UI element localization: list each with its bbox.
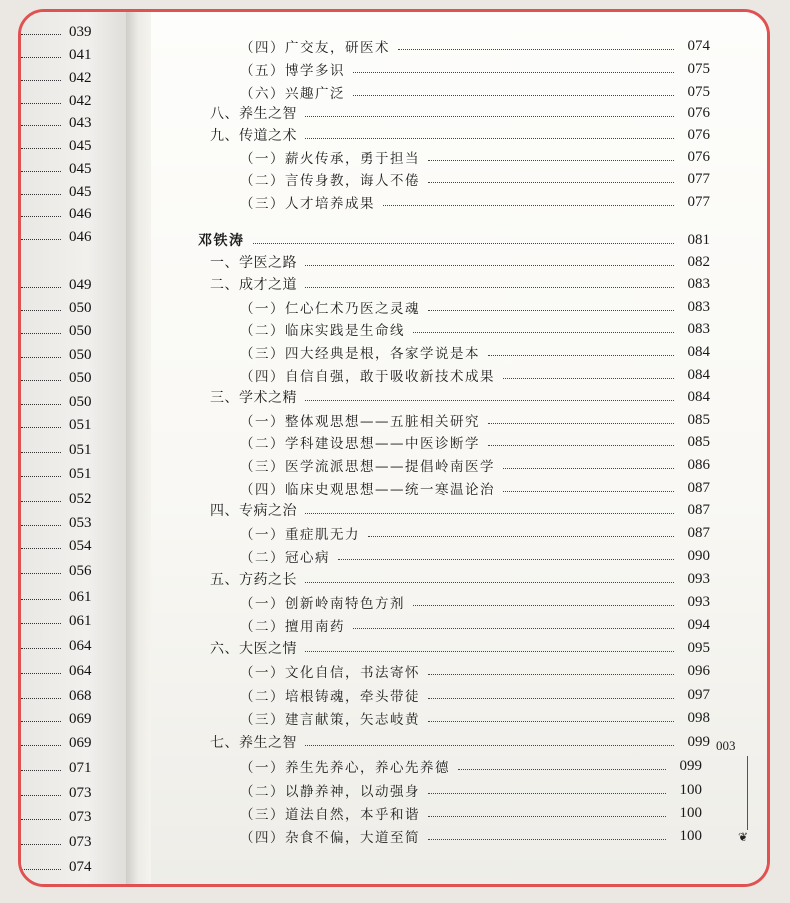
toc-subsection-row[interactable]: [240, 364, 710, 386]
page-number: 051: [69, 441, 92, 458]
dot-leader: [398, 49, 674, 50]
toc-label: （一）创新岭南特色方剂: [240, 596, 405, 612]
left-toc-row: [21, 227, 121, 247]
toc-subsection-row[interactable]: [240, 191, 710, 213]
dot-leader: [353, 628, 674, 629]
toc-subsection-row[interactable]: [240, 779, 702, 801]
page-number: 069: [69, 710, 92, 727]
left-toc-row: [21, 113, 121, 133]
dot-leader: [305, 651, 674, 652]
dot-leader: [21, 194, 61, 195]
dot-leader: [21, 57, 61, 58]
toc-subsection-row[interactable]: [240, 545, 710, 567]
toc-label: （二）以静养神，以动强身: [240, 784, 420, 800]
toc-page-number: 100: [679, 781, 702, 798]
toc-page-number: 083: [687, 298, 710, 315]
left-toc-row: [21, 783, 121, 803]
dot-leader: [338, 559, 674, 560]
toc-label: （二）学科建设思想——中医诊断学: [240, 436, 480, 452]
toc-page-number: 095: [687, 639, 710, 656]
toc-label: （一）养生先养心，养心先养德: [240, 760, 450, 776]
dot-leader: [21, 623, 61, 624]
dot-leader: [428, 793, 666, 794]
toc-label: （三）道法自然，本乎和谐: [240, 807, 420, 823]
left-toc-row: [21, 807, 121, 827]
toc-label: （二）冠心病: [240, 550, 330, 566]
left-toc-row: [21, 464, 121, 484]
dot-leader: [428, 674, 674, 675]
dot-leader: [21, 452, 61, 453]
dot-leader: [21, 333, 61, 334]
page-number: 061: [69, 588, 92, 605]
toc-page-number: 082: [687, 253, 710, 270]
dot-leader: [21, 287, 61, 288]
left-toc-row: [21, 68, 121, 88]
page-number: 050: [69, 322, 92, 339]
toc-subsection-row[interactable]: [240, 318, 710, 340]
toc-subsection-row[interactable]: [240, 341, 710, 363]
toc-page-number: 087: [687, 479, 710, 496]
dot-leader: [488, 423, 674, 424]
toc-section-row[interactable]: [210, 568, 710, 590]
toc-page-number: 076: [687, 148, 710, 165]
dot-leader: [21, 648, 61, 649]
toc-page-number: 096: [687, 662, 710, 679]
dot-leader: [305, 116, 674, 117]
toc-label: （一）薪火传承，勇于担当: [240, 151, 420, 167]
toc-page-number: 087: [687, 524, 710, 541]
dot-leader: [428, 698, 674, 699]
page-number: 050: [69, 299, 92, 316]
dot-leader: [305, 513, 674, 514]
dot-leader: [21, 103, 61, 104]
toc-label: （四）广交友，研医术: [240, 40, 390, 56]
dot-leader: [21, 698, 61, 699]
toc-label: （五）博学多识: [240, 63, 345, 79]
left-toc-row: [21, 536, 121, 556]
dot-leader: [21, 501, 61, 502]
toc-subsection-row[interactable]: [240, 81, 710, 103]
toc-label: （三）建言献策，矢志岐黄: [240, 712, 420, 728]
dot-leader: [428, 182, 674, 183]
page-number: 071: [69, 759, 92, 776]
dot-leader: [21, 310, 61, 311]
left-toc-row: [21, 857, 121, 877]
toc-page-number: 085: [687, 411, 710, 428]
toc-page-number: 085: [687, 433, 710, 450]
page-number: 049: [69, 276, 92, 293]
dot-leader: [413, 332, 674, 333]
left-toc-row: [21, 709, 121, 729]
left-toc-row: [21, 298, 121, 318]
dot-leader: [21, 548, 61, 549]
dot-leader: [21, 380, 61, 381]
left-toc-row: [21, 561, 121, 581]
dot-leader: [21, 239, 61, 240]
toc-subsection-row[interactable]: [240, 614, 710, 636]
toc-subsection-row[interactable]: [240, 409, 710, 431]
toc-section-row[interactable]: [210, 499, 710, 521]
dot-leader: [21, 476, 61, 477]
toc-label: 邓铁涛: [198, 233, 245, 249]
dot-leader: [458, 769, 666, 770]
left-toc-row: [21, 182, 121, 202]
toc-label: （一）文化自信，书法寄怀: [240, 665, 420, 681]
page-folio: 003: [716, 738, 736, 753]
toc-page-number: 075: [687, 60, 710, 77]
page-number: 074: [69, 858, 92, 875]
ornament-icon: ❦: [738, 830, 749, 844]
toc-page-number: 075: [687, 83, 710, 100]
dot-leader: [368, 536, 674, 537]
toc-page-number: 098: [687, 709, 710, 726]
toc-subsection-row[interactable]: [240, 296, 710, 318]
toc-subsection-row[interactable]: [240, 58, 710, 80]
left-toc-row: [21, 489, 121, 509]
dot-leader: [21, 357, 61, 358]
toc-label: （二）擅用南药: [240, 619, 345, 635]
left-toc-row: [21, 636, 121, 656]
left-toc-row: [21, 45, 121, 65]
toc-label: 八、养生之智: [210, 106, 297, 122]
page-number: 050: [69, 346, 92, 363]
toc-subsection-row[interactable]: [240, 431, 710, 453]
dot-leader: [383, 205, 674, 206]
toc-section-row[interactable]: [210, 251, 710, 273]
toc-page-number: 084: [687, 366, 710, 383]
toc-label: 四、专病之治: [210, 503, 297, 519]
left-toc-row: [21, 275, 121, 295]
toc-subsection-row[interactable]: [240, 522, 710, 544]
page-number: 046: [69, 228, 92, 245]
toc-subsection-row[interactable]: [240, 168, 710, 190]
toc-subsection-row[interactable]: [240, 802, 702, 824]
toc-page-number: 093: [687, 570, 710, 587]
dot-leader: [21, 80, 61, 81]
page-number: 046: [69, 205, 92, 222]
dot-leader: [353, 95, 674, 96]
toc-subsection-row[interactable]: [240, 591, 710, 613]
toc-page-number: 084: [687, 343, 710, 360]
page-number: 073: [69, 808, 92, 825]
toc-page-number: 093: [687, 593, 710, 610]
page-number: 068: [69, 687, 92, 704]
page-number: 064: [69, 662, 92, 679]
page-number: 045: [69, 137, 92, 154]
toc-subsection-row[interactable]: [240, 477, 710, 499]
left-toc-row: [21, 611, 121, 631]
dot-leader: [253, 243, 675, 244]
toc-label: （六）兴趣广泛: [240, 86, 345, 102]
toc-label: （三）医学流派思想——提倡岭南医学: [240, 459, 495, 475]
dot-leader: [21, 599, 61, 600]
toc-page-number: 100: [679, 827, 702, 844]
dot-leader: [305, 745, 674, 746]
page-number: 051: [69, 465, 92, 482]
left-toc-row: [21, 440, 121, 460]
page-number: 043: [69, 114, 92, 131]
toc-subsection-row[interactable]: [240, 146, 710, 168]
toc-chapter-row[interactable]: [198, 229, 710, 251]
page-number: 045: [69, 160, 92, 177]
dot-leader: [428, 310, 674, 311]
toc-label: 一、学医之路: [210, 255, 297, 271]
toc-label: 六、大医之情: [210, 641, 297, 657]
left-toc-row: [21, 321, 121, 341]
page-number: 069: [69, 734, 92, 751]
toc-label: （四）临床史观思想——统一寒温论治: [240, 482, 495, 498]
dot-leader: [21, 216, 61, 217]
left-page: [21, 12, 131, 884]
dot-leader: [21, 844, 61, 845]
toc-page-number: 099: [679, 757, 702, 774]
toc-subsection-row[interactable]: [240, 35, 710, 57]
page-number: 061: [69, 612, 92, 629]
toc-page-number: 083: [687, 320, 710, 337]
dot-leader: [305, 400, 674, 401]
toc-page-number: 097: [687, 686, 710, 703]
dot-leader: [21, 125, 61, 126]
toc-page-number: 087: [687, 501, 710, 518]
dot-leader: [21, 673, 61, 674]
dot-leader: [428, 839, 666, 840]
toc-label: （一）重症肌无力: [240, 527, 360, 543]
toc-label: （一）仁心仁术乃医之灵魂: [240, 301, 420, 317]
page-number: 045: [69, 183, 92, 200]
toc-page-number: 099: [687, 733, 710, 750]
toc-subsection-row[interactable]: [240, 707, 710, 729]
page-number: 054: [69, 537, 92, 554]
toc-label: （四）自信自强，敢于吸收新技术成果: [240, 369, 495, 385]
left-toc-row: [21, 159, 121, 179]
dot-leader: [21, 171, 61, 172]
page-number: 042: [69, 69, 92, 86]
toc-label: （二）言传身教，诲人不倦: [240, 173, 420, 189]
dot-leader: [428, 160, 674, 161]
dot-leader: [428, 721, 674, 722]
left-toc-row: [21, 832, 121, 852]
dot-leader: [488, 445, 674, 446]
page-number: 041: [69, 46, 92, 63]
left-toc-row: [21, 733, 121, 753]
toc-page-number: 077: [687, 193, 710, 210]
toc-page-number: 081: [687, 231, 710, 248]
toc-page-number: 100: [679, 804, 702, 821]
left-toc-row: [21, 136, 121, 156]
dot-leader: [21, 427, 61, 428]
toc-page-number: 086: [687, 456, 710, 473]
left-toc-row: [21, 392, 121, 412]
toc-label: 三、学术之精: [210, 390, 297, 406]
dot-leader: [21, 148, 61, 149]
toc-subsection-row[interactable]: [240, 825, 702, 847]
dot-leader: [305, 265, 674, 266]
folio-rule: [747, 756, 748, 830]
dot-leader: [21, 34, 61, 35]
dot-leader: [21, 819, 61, 820]
toc-label: （二）临床实践是生命线: [240, 323, 405, 339]
left-toc-row: [21, 661, 121, 681]
page-number: 039: [69, 23, 92, 40]
toc-label: （二）培根铸魂，牵头带徒: [240, 689, 420, 705]
left-toc-row: [21, 587, 121, 607]
page-number: 056: [69, 562, 92, 579]
toc-page-number: 074: [687, 37, 710, 54]
dot-leader: [21, 404, 61, 405]
toc-section-row[interactable]: [210, 273, 710, 295]
dot-leader: [503, 378, 674, 379]
toc-page-number: 076: [687, 126, 710, 143]
toc-label: （四）杂食不偏，大道至简: [240, 830, 420, 846]
toc-page-number: 084: [687, 388, 710, 405]
dot-leader: [21, 795, 61, 796]
dot-leader: [488, 355, 674, 356]
toc-subsection-row[interactable]: [240, 684, 710, 706]
page-number: 052: [69, 490, 92, 507]
left-toc-row: [21, 758, 121, 778]
left-toc-row: [21, 513, 121, 533]
dot-leader: [305, 582, 674, 583]
toc-page-number: 083: [687, 275, 710, 292]
toc-page-number: 076: [687, 104, 710, 121]
toc-label: （三）人才培养成果: [240, 196, 375, 212]
toc-section-row[interactable]: [210, 637, 710, 659]
page-number: 073: [69, 833, 92, 850]
toc-page-number: 090: [687, 547, 710, 564]
toc-page-number: 094: [687, 616, 710, 633]
dot-leader: [21, 573, 61, 574]
page-number: 050: [69, 369, 92, 386]
toc-section-row[interactable]: [210, 102, 710, 124]
toc-page-number: 077: [687, 170, 710, 187]
left-toc-row: [21, 204, 121, 224]
toc-label: （一）整体观思想——五脏相关研究: [240, 414, 480, 430]
dot-leader: [353, 72, 674, 73]
dot-leader: [21, 869, 61, 870]
toc-section-row[interactable]: [210, 386, 710, 408]
toc-section-row[interactable]: [210, 731, 710, 753]
page-number: 053: [69, 514, 92, 531]
dot-leader: [503, 468, 674, 469]
toc-subsection-row[interactable]: [240, 454, 710, 476]
toc-section-row[interactable]: [210, 124, 710, 146]
dot-leader: [305, 287, 674, 288]
page-number: 050: [69, 393, 92, 410]
toc-label: （三）四大经典是根，各家学说是本: [240, 346, 480, 362]
dot-leader: [21, 525, 61, 526]
toc-label: 五、方药之长: [210, 572, 297, 588]
left-toc-row: [21, 415, 121, 435]
left-toc-row: [21, 91, 121, 111]
dot-leader: [21, 745, 61, 746]
left-toc-row: [21, 368, 121, 388]
page-number: 064: [69, 637, 92, 654]
toc-subsection-row[interactable]: [240, 660, 710, 682]
dot-leader: [305, 138, 674, 139]
dot-leader: [21, 721, 61, 722]
toc-subsection-row[interactable]: [240, 755, 702, 777]
left-toc-row: [21, 22, 121, 42]
dot-leader: [21, 770, 61, 771]
page-number: 073: [69, 784, 92, 801]
toc-label: 九、传道之术: [210, 128, 297, 144]
left-toc-row: [21, 345, 121, 365]
dot-leader: [503, 491, 674, 492]
page-number: 051: [69, 416, 92, 433]
dot-leader: [428, 816, 666, 817]
left-toc-row: [21, 686, 121, 706]
toc-label: 二、成才之道: [210, 277, 297, 293]
toc-label: 七、养生之智: [210, 735, 297, 751]
dot-leader: [413, 605, 674, 606]
page-number: 042: [69, 92, 92, 109]
